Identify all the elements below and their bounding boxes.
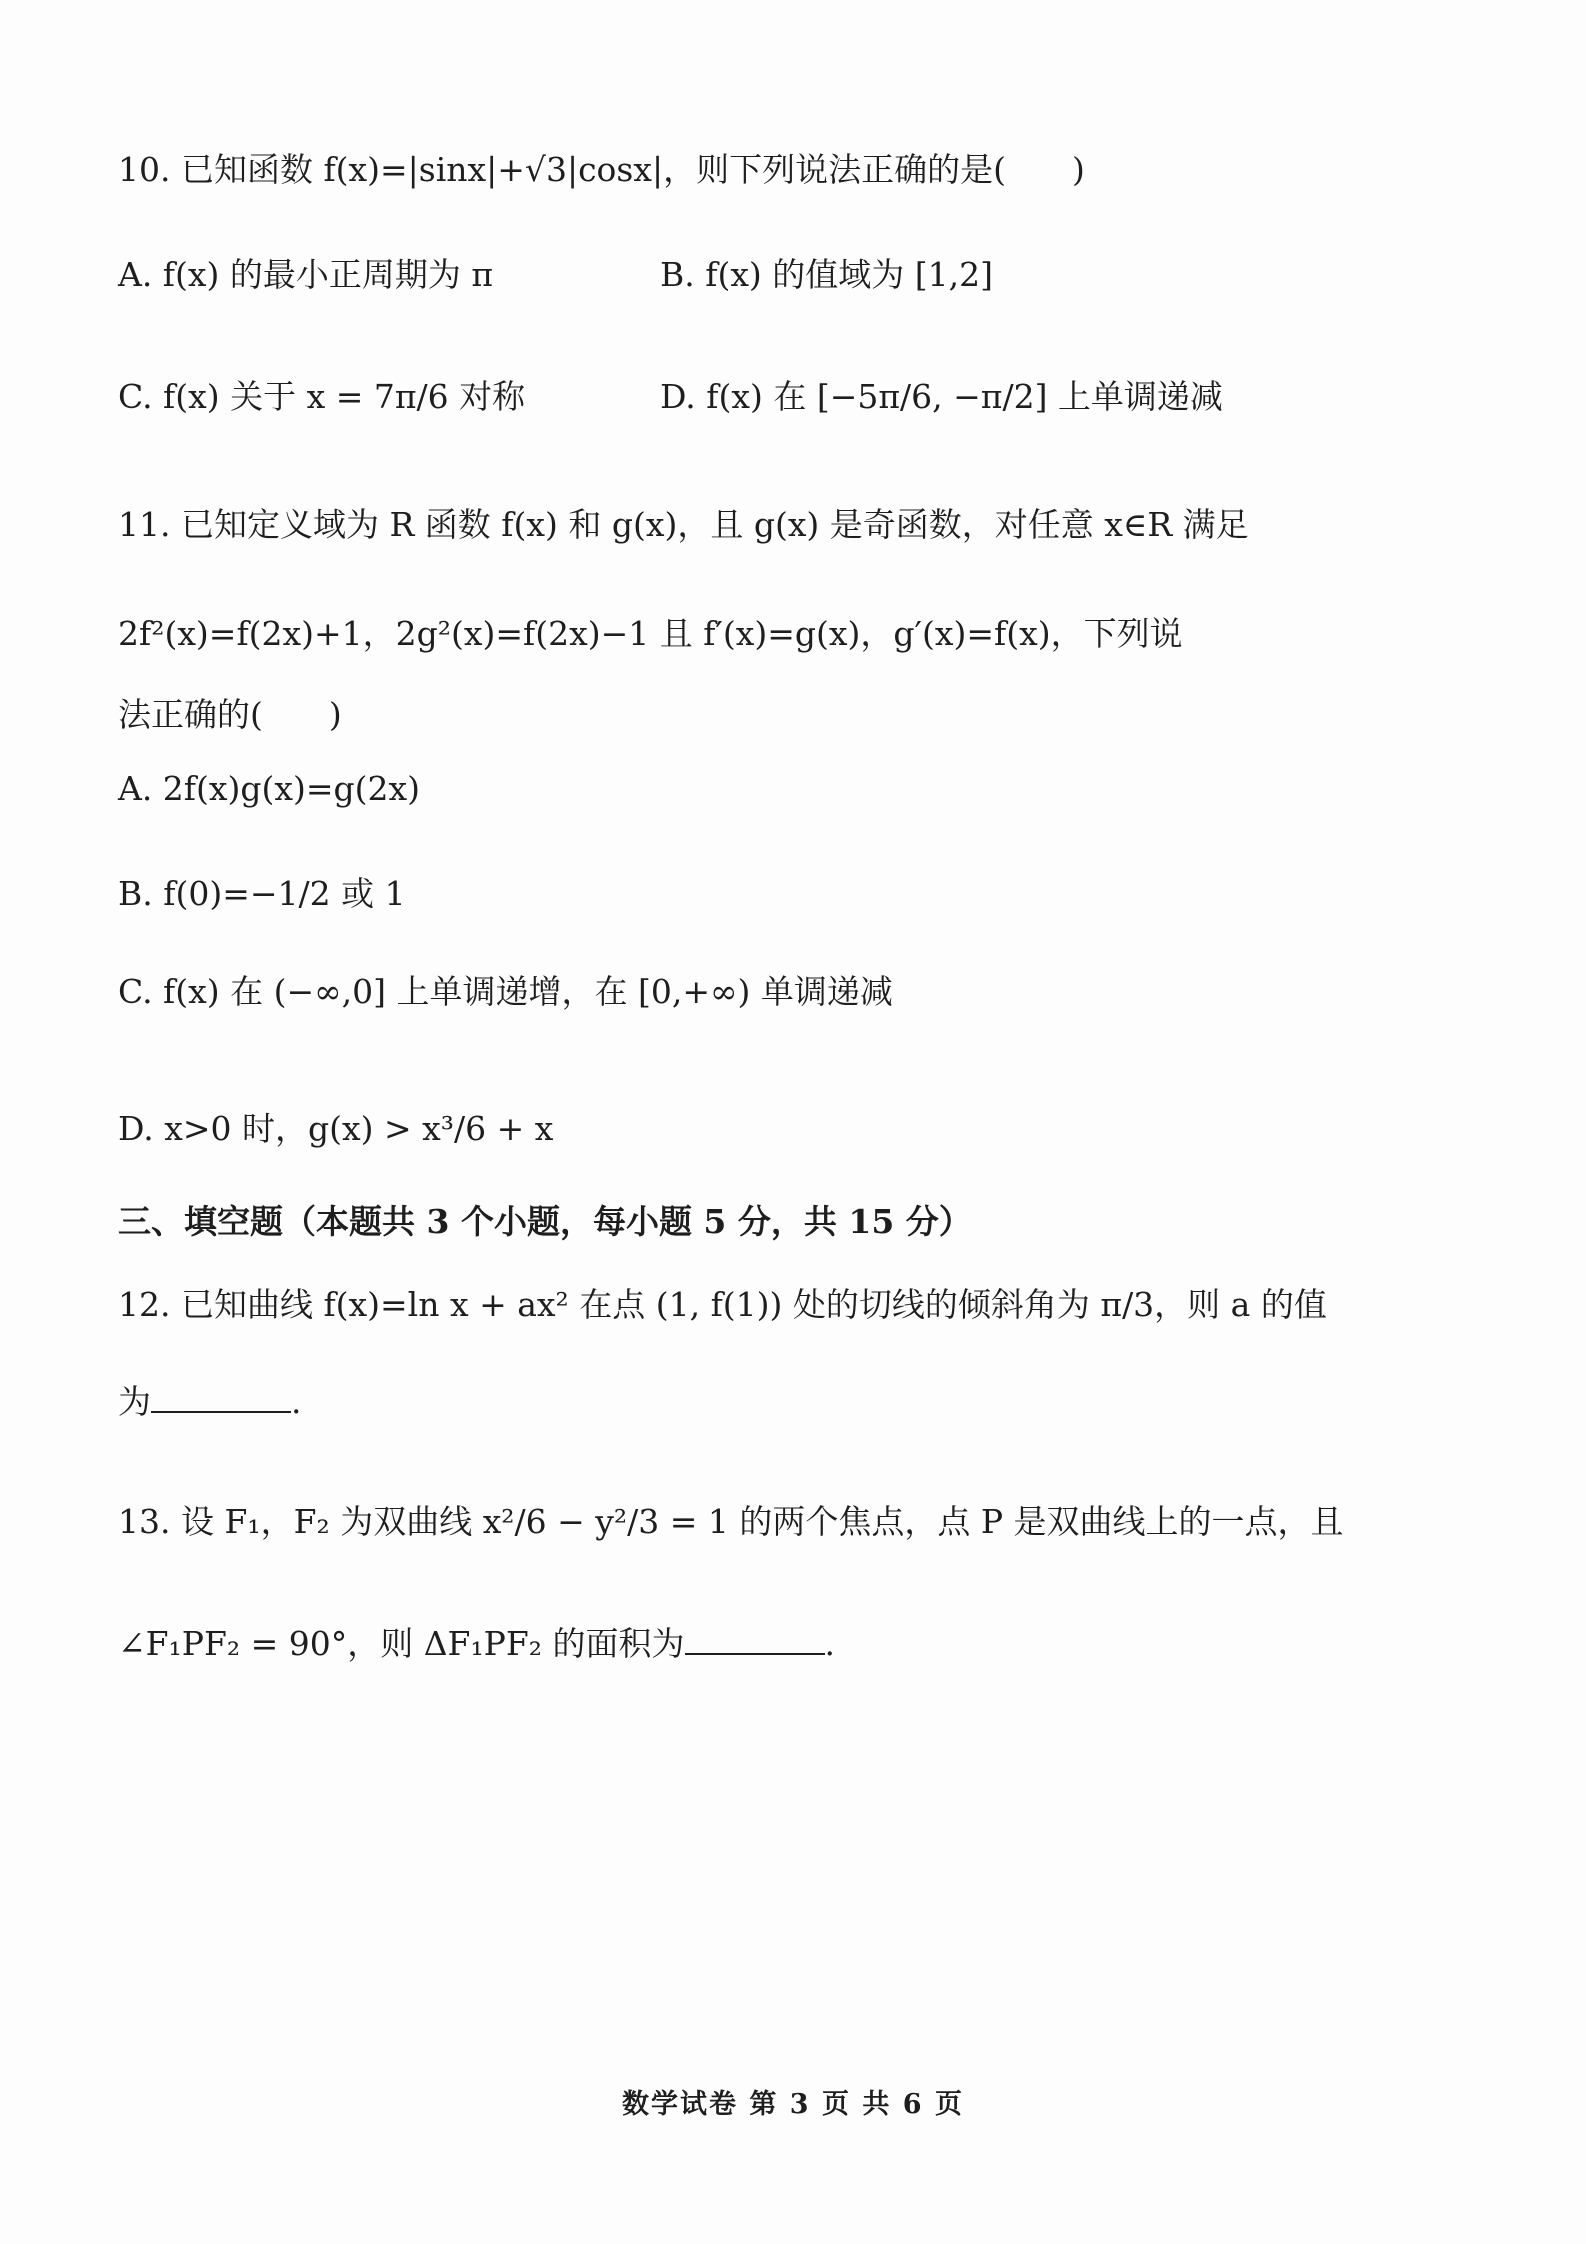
q11-stem: 11. 已知定义域为 R 函数 f(x) 和 g(x)，且 g(x) 是奇函数，对任意 x∈R 满足 <box>118 505 1249 544</box>
q13-period: . <box>824 1624 835 1663</box>
q11-stem-line2: 2f²(x)=f(2x)+1，2g²(x)=f(2x)−1 且 f′(x)=g(x)，g′(x)=f(x)，下列说 <box>118 614 1183 653</box>
q13-stem-line2: ∠F₁PF₂ = 90°，则 ΔF₁PF₂ 的面积为 <box>118 1624 685 1663</box>
q11-option-d: D. x>0 时，g(x) > x³/6 + x <box>118 1109 554 1148</box>
q12-answer-line <box>118 1380 302 1424</box>
q12-stem-line2: 为 <box>118 1382 151 1421</box>
q12-answer-blank[interactable] <box>151 1381 291 1413</box>
q12-period: . <box>291 1382 302 1421</box>
q11-option-a: A. 2f(x)g(x)=g(2x) <box>118 769 420 808</box>
page-footer: 数学试卷 第 3 页 共 6 页 <box>622 2089 964 2120</box>
q12-stem: 12. 已知曲线 f(x)=ln x + ax² 在点 (1, f(1)) 处的切线的倾斜角为 π/3，则 a 的值 <box>118 1285 1327 1324</box>
q10-option-b: B. f(x) 的值域为 [1,2] <box>660 255 994 294</box>
q11-stem-line3: 法正确的( ) <box>118 695 342 734</box>
q13-stem: 13. 设 F₁，F₂ 为双曲线 x²/6 − y²/3 = 1 的两个焦点，点 P 是双曲线上的一点，且 <box>118 1502 1344 1541</box>
q10-option-c: C. f(x) 关于 x = 7π/6 对称 <box>118 377 526 416</box>
section-heading-fill-in: 三、填空题（本题共 3 个小题，每小题 5 分，共 15 分） <box>118 1202 972 1241</box>
q13-answer-line <box>118 1622 835 1666</box>
q10-option-a: A. f(x) 的最小正周期为 π <box>118 255 494 294</box>
q11-option-b: B. f(0)=−1/2 或 1 <box>118 874 406 913</box>
q10-stem: 10. 已知函数 f(x)=|sinx|+√3|cosx|，则下列说法正确的是( ) <box>118 150 1085 189</box>
q13-answer-blank[interactable] <box>685 1623 825 1655</box>
q11-option-c: C. f(x) 在 (−∞,0] 上单调递增，在 [0,+∞) 单调递减 <box>118 972 893 1011</box>
q10-option-d: D. f(x) 在 [−5π/6, −π/2] 上单调递减 <box>660 377 1223 416</box>
